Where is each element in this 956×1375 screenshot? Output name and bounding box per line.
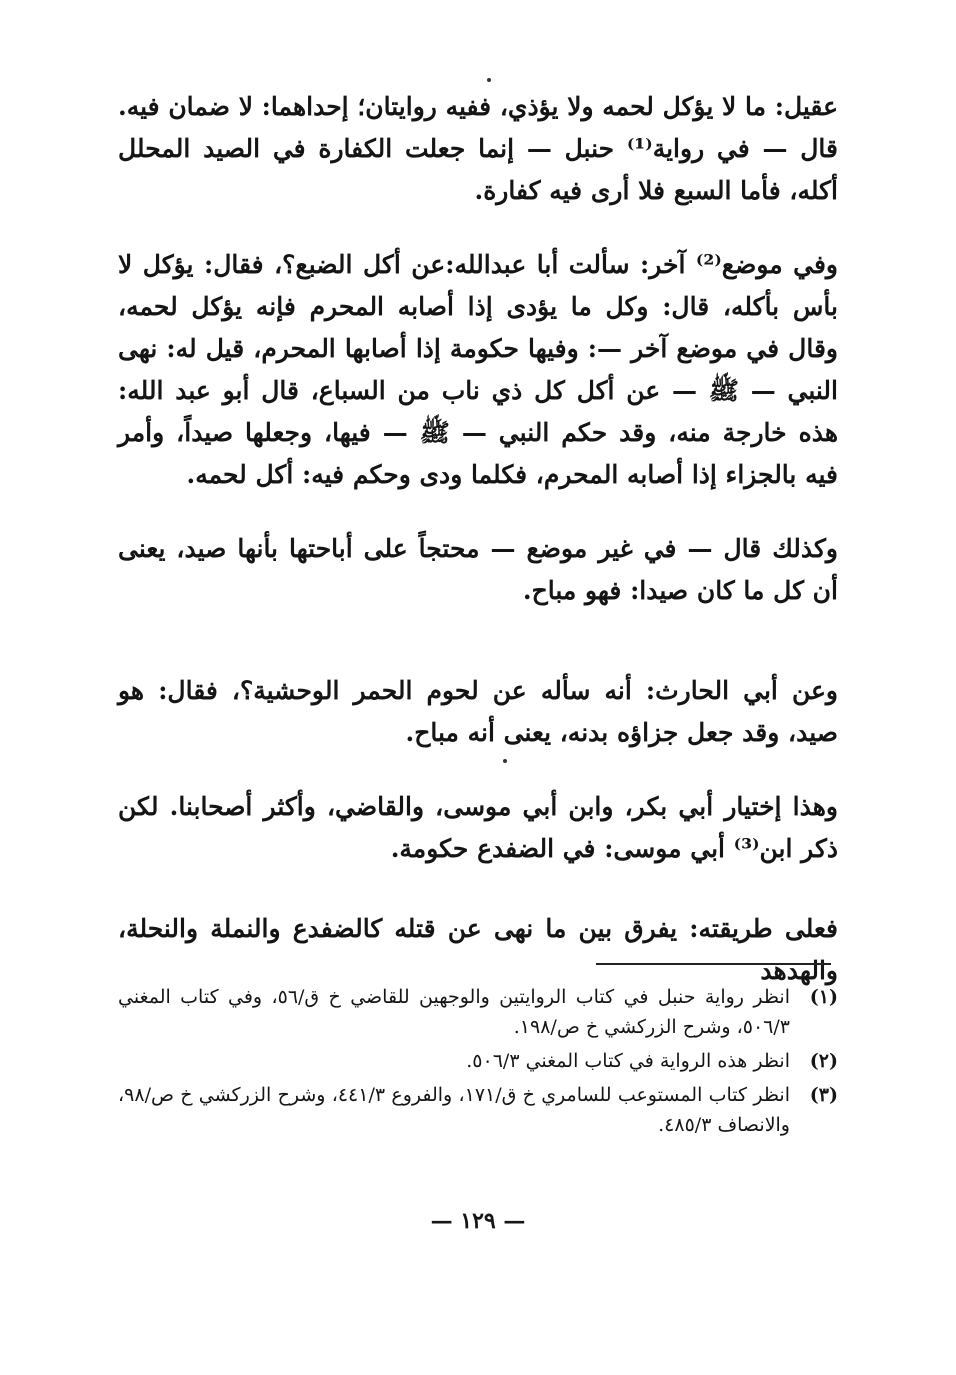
footnotes — [118, 982, 838, 1144]
footnote-2 — [118, 1046, 838, 1076]
footnote-text: انظر رواية حنبل في كتاب الروايتين والوجهين للقاضي خ ق/٥٦، وفي كتاب المغني ٥٠٦/٣، وشرح الزركشي خ ص/١٩٨. — [118, 986, 790, 1038]
footnote-separator — [596, 963, 831, 965]
footnote-text: انظر كتاب المستوعب للسامري خ ق/١٧١، والفروع ٤٤١/٣، وشرح الزركشي خ ص/٩٨، والانصاف ٤٨٥/٣. — [118, 1084, 790, 1136]
footnote-number: (٢) — [809, 1050, 838, 1072]
paragraph-3: وكذلك قال — في غير موضع — محتجاً على أباحتها بأنها صيد، يعنى أن كل ما كان صيدا: فهو مباح. — [118, 534, 838, 605]
footnote-1 — [118, 982, 838, 1042]
scan-speck — [487, 78, 491, 82]
paragraph-5: وهذا إختيار أبي بكر، وابن أبي موسى، والقاضي، وأكثر أصحابنا. لكن ذكر ابن⁽³⁾ أبي موسى: في الضفدع حكومة. — [118, 792, 838, 863]
paragraph-4: وعن أبي الحارث: أنه سأله عن لحوم الحمر الوحشية؟، فقال: هو صيد، وقد جعل جزاؤه بدنه، يعنى أنه مباح. — [118, 676, 838, 747]
paragraph-2: وفي موضع⁽²⁾ آخر: سألت أبا عبدالله:عن أكل الضبع؟، فقال: يؤكل لا بأس بأكله، قال: وكل ما يؤدى إذا أصابه المحرم فإنه يؤكل لحمه، وقال في موضع آخر —: وفيها حكومة إذا أصابها المحرم، قيل له: نهى النبي — ﷺ — عن أكل كل ذي ناب من السباع، قال أبو عبد الله: هذه خارجة منه، وقد حكم النبي — ﷺ — فيها، وجعلها صيداً، وأمر فيه بالجزاء إذا أصابه المحرم، فكلما ودى وحكم فيه: أكل لحمه. — [118, 250, 838, 489]
paragraph-1: عقيل: ما لا يؤكل لحمه ولا يؤذي، ففيه روايتان؛ إحداهما: لا ضمان فيه. قال — في رواية⁽¹⁾ حنبل — إنما جعلت الكفارة في الصيد المحلل أكله، فأما السبع فلا أرى فيه كفارة. — [118, 92, 838, 205]
footnote-3 — [118, 1080, 838, 1140]
paragraph-6: فعلى طريقته: يفرق بين ما نهى عن قتله كالضفدع والنملة والنحلة، والهدهد — [118, 914, 838, 985]
footnote-text: انظر هذه الرواية في كتاب المغني ٥٠٦/٣. — [466, 1050, 790, 1072]
scan-speck — [503, 759, 507, 763]
footnote-number: (٣) — [809, 1084, 838, 1106]
footnote-number: (١) — [809, 986, 838, 1008]
page-number: — ١٢٩ — — [430, 1208, 526, 1234]
